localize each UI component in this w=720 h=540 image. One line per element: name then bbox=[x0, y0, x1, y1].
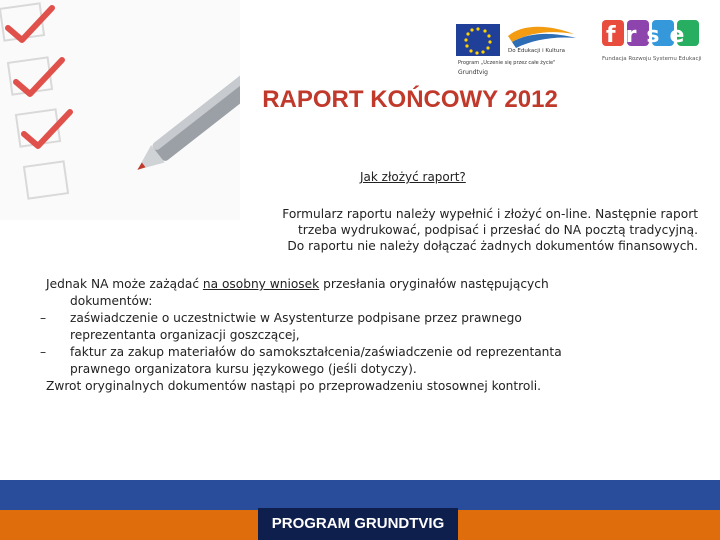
intro-line: trzeba wydrukować, podpisać i przesłać do NA pocztą tradycyjną. bbox=[298, 223, 698, 237]
list-item: – faktur za zakup materiałów do samokształcenia/zaświadczenie od reprezentanta bbox=[40, 345, 562, 359]
intro-line: Formularz raportu należy wypełnić i złożyć on-line. Następnie raport bbox=[282, 207, 698, 221]
intro-line: Do raportu nie należy dołączać żadnych dokumentów finansowych. bbox=[287, 239, 698, 253]
eu-grundtvig-logo bbox=[456, 20, 586, 80]
list-item: – zaświadczenie o uczestnictwie w Asystenturze podpisane przez prawnego bbox=[40, 311, 522, 325]
frse-logo bbox=[600, 18, 705, 68]
svg-text:frse: frse bbox=[606, 23, 695, 48]
dash-marker: – bbox=[40, 311, 47, 325]
footer-program-label: PROGRAM GRUNDTVIG bbox=[258, 508, 458, 540]
svg-text:Program „Uczenie się przez cał: Program „Uczenie się przez całe życie" bbox=[458, 60, 556, 66]
list-item-cont: prawnego organizatora kursu językowego (jeśli dotyczy). bbox=[70, 362, 417, 376]
closing-paragraph: Zwrot oryginalnych dokumentów nastąpi po przeprowadzeniu stosownej kontroli. bbox=[46, 379, 542, 393]
request-link[interactable]: na osobny wniosek bbox=[202, 277, 320, 291]
intro-paragraph bbox=[196, 206, 698, 254]
page-title: RAPORT KOŃCOWY 2012 bbox=[262, 86, 558, 113]
body-paragraph-cont: dokumentów: bbox=[70, 294, 153, 308]
checklist-pen-illustration bbox=[0, 0, 240, 220]
body-text bbox=[40, 276, 686, 395]
body-paragraph: Jednak NA może zażądać na osobny wniosek przesłania oryginałów następujących bbox=[46, 277, 549, 291]
dash-marker: – bbox=[40, 345, 47, 359]
list-item-cont: reprezentanta organizacji goszczącej, bbox=[70, 328, 300, 342]
svg-text:Do Edukacji i Kultura: Do Edukacji i Kultura bbox=[508, 48, 565, 54]
svg-text:Fundacja Rozwoju Systemu Eduka: Fundacja Rozwoju Systemu Edukacji bbox=[602, 56, 702, 62]
section-subtitle[interactable]: Jak złożyć raport? bbox=[360, 170, 466, 184]
footer-band-blue bbox=[0, 480, 720, 510]
svg-text:Grundtvig: Grundtvig bbox=[458, 69, 488, 76]
